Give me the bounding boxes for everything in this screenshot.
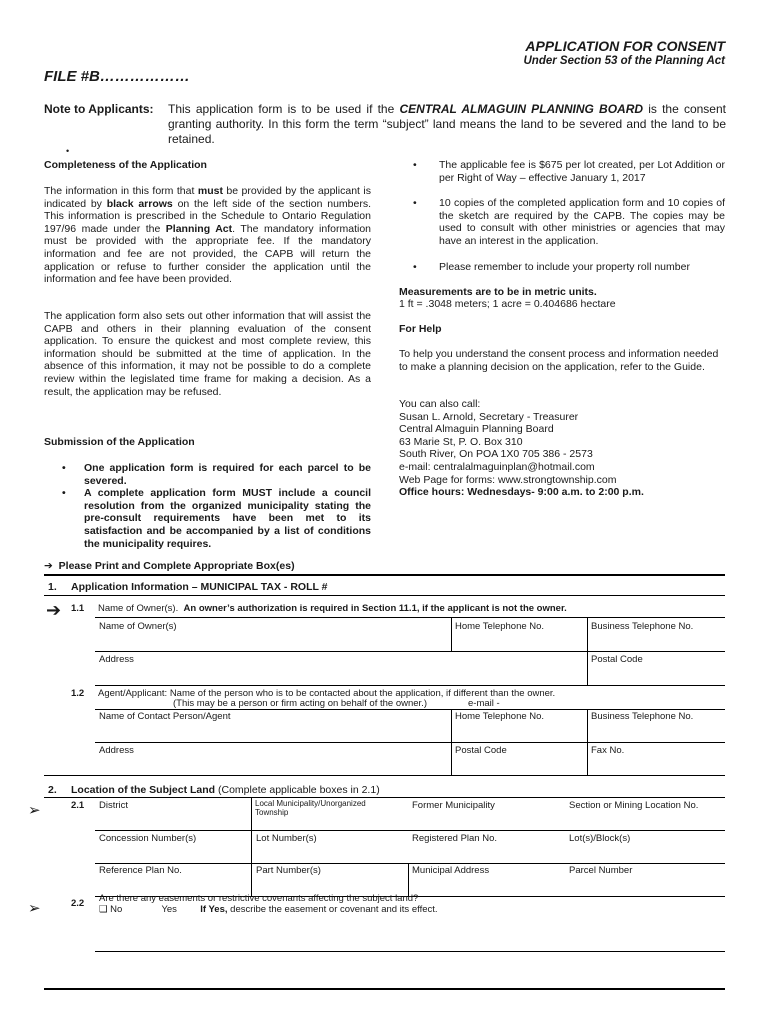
divider — [44, 775, 725, 776]
divider — [451, 618, 452, 651]
district-field[interactable] — [99, 815, 247, 828]
section-1-1-number: 1.1 — [71, 603, 85, 614]
local-municipality-field[interactable] — [255, 818, 405, 828]
metric-heading: Measurements are to be in metric units. — [399, 286, 597, 298]
contact-name-field[interactable] — [99, 724, 449, 738]
completeness-paragraph-1: The information in this form that must be provided by the applicant is indicated by black arrows on the left side of the section numbers. This information is prescribed in the Schedule to Ontario Regulation 197/96 made under the Planning Act. The mandatory information must be provided with the appropriate fee. If the mandatory information and fee are not provided, the CAPB will return the application or refuse to further consider the application until the information and fee have been provided. — [44, 185, 371, 286]
contact-line: You can also call: — [399, 398, 481, 410]
section-1-title: Application Information – MUNICIPAL TAX - ROLL # — [71, 581, 328, 593]
easement-options — [99, 904, 438, 915]
home-phone-field[interactable] — [455, 634, 585, 648]
if-yes-label: If Yes, — [200, 904, 228, 915]
section-1-2-number: 1.2 — [71, 688, 85, 699]
reference-plan-field[interactable] — [99, 878, 247, 892]
metric-text: 1 ft = .3048 meters; 1 acre = 0.404686 hectare — [399, 298, 616, 310]
section-2-number: 2. — [48, 784, 57, 796]
file-number: FILE #B……………… — [44, 68, 190, 85]
home-phone-label: Home Telephone No. — [455, 711, 545, 722]
completeness-heading: Completeness of the Application — [44, 159, 207, 171]
contact-line: South River, On POA 1X0 705 386 - 2573 — [399, 448, 593, 461]
section-1-2-note: (This may be a person or firm acting on behalf of the owner.) — [173, 698, 427, 709]
registered-plan-field[interactable] — [412, 846, 562, 860]
completeness-paragraph-2: The application form also sets out other information that will assist the CAPB and others in their planning evaluation of the consent application. To ensure the quickest and most complete review, this information should be submitted at the time of application. In the absence of this information, it may not be possible to do a complete review within the legislated time frame for making a decision. As a result, the application may be refused. — [44, 310, 371, 398]
section-2-2-question: Are there any easements or restrictive covenants affecting the subject land? — [99, 893, 419, 904]
section-1-number: 1. — [48, 581, 57, 593]
submission-list — [44, 462, 371, 550]
reference-plan-label: Reference Plan No. — [99, 865, 182, 876]
postal-code-label: Postal Code — [455, 745, 507, 756]
no-checkbox[interactable]: ❑ — [99, 904, 108, 915]
contact-line: Central Almaguin Planning Board — [399, 423, 554, 436]
print-note: ➔ Please Print and Complete Appropriate Box(es) — [44, 560, 295, 572]
divider — [44, 797, 725, 798]
part-number-field[interactable] — [255, 878, 405, 892]
divider — [95, 685, 725, 686]
address-field[interactable] — [99, 667, 584, 681]
section-2-2-number: 2.2 — [71, 898, 85, 909]
divider — [95, 742, 725, 743]
lots-blocks-label: Lot(s)/Block(s) — [569, 833, 631, 844]
form-subtitle: Under Section 53 of the Planning Act — [523, 55, 725, 67]
divider — [95, 830, 725, 831]
divider — [587, 742, 588, 775]
parcel-number-field[interactable] — [569, 878, 723, 892]
submission-heading: Submission of the Application — [44, 436, 195, 448]
business-phone-field[interactable] — [591, 634, 723, 648]
requirements-list — [399, 159, 725, 286]
requirement-item: • Please remember to include your property roll number — [399, 261, 725, 274]
lot-number-label: Lot Number(s) — [256, 833, 317, 844]
divider — [587, 618, 588, 651]
address-label: Address — [99, 654, 134, 665]
form-title: APPLICATION FOR CONSENT — [525, 38, 725, 54]
section-1-2-text: Agent/Applicant: Name of the person who is to be contacted about the application, if different than the owner. — [98, 688, 556, 699]
submission-item: • One application form is required for each parcel to be severed. — [44, 462, 371, 487]
section-2-title: Location of the Subject Land (Complete applicable boxes in 2.1) — [71, 784, 380, 796]
contact-name-label: Name of Contact Person/Agent — [99, 711, 231, 722]
owner-name-field[interactable] — [99, 634, 449, 648]
easement-description-field[interactable] — [95, 920, 725, 948]
address-field[interactable] — [99, 758, 449, 772]
contact-web: Web Page for forms: www.strongtownship.com — [399, 473, 617, 486]
mandatory-arrow-icon: ➔ — [46, 600, 62, 620]
divider — [451, 709, 452, 742]
divider — [44, 988, 725, 990]
fax-field[interactable] — [591, 758, 723, 772]
bullet-dot: • — [66, 146, 70, 156]
municipal-address-field[interactable] — [412, 878, 562, 892]
mandatory-arrowhead-icon: ➢ — [28, 802, 41, 819]
former-municipality-label: Former Municipality — [412, 800, 495, 811]
postal-code-field[interactable] — [455, 758, 585, 772]
no-label: No — [110, 904, 123, 915]
divider — [44, 595, 725, 596]
business-phone-label: Business Telephone No. — [591, 621, 694, 632]
divider — [251, 798, 252, 896]
requirement-item: • The applicable fee is $675 per lot created, per Lot Addition or per Right of Way – effective January 1, 2017 — [399, 159, 725, 184]
home-phone-label: Home Telephone No. — [455, 621, 545, 632]
contact-line: Susan L. Arnold, Secretary - Treasurer — [399, 410, 579, 423]
submission-item: • A complete application form MUST include a council resolution from the organized municipality stating the pre-consult requirements have been met to its satisfaction and be accompanied by a list of conditions the municipality requires. — [44, 487, 371, 550]
divider — [95, 709, 725, 710]
requirement-item: • 10 copies of the completed application form and 10 copies of the sketch are required by the CAPB. The copies may be used to consult with other ministries or agencies that may have an interest in the application. — [399, 197, 725, 247]
divider — [451, 742, 452, 775]
owner-name-label: Name of Owner(s) — [99, 621, 177, 632]
postal-code-label: Postal Code — [591, 654, 643, 665]
part-number-label: Part Number(s) — [256, 865, 321, 876]
describe-label: describe the easement or covenant and its effect. — [227, 904, 438, 915]
divider — [587, 652, 588, 685]
lots-blocks-field[interactable] — [569, 846, 723, 860]
registered-plan-label: Registered Plan No. — [412, 833, 498, 844]
note-text: This application form is to be used if the CENTRAL ALMAGUIN PLANNING BOARD is the consent granting authority. In this form the term “subject” land means the land to be severed and the land to be retained. — [168, 102, 726, 146]
parcel-number-label: Parcel Number — [569, 865, 633, 876]
concession-field[interactable] — [99, 846, 247, 860]
lot-number-field[interactable] — [255, 846, 405, 860]
local-municipality-label: Local Municipality/Unorganized Township — [255, 799, 366, 817]
home-phone-field[interactable] — [455, 724, 585, 738]
contact-line: 63 Marie St, P. O. Box 310 — [399, 435, 523, 448]
divider — [95, 617, 725, 618]
business-phone-field[interactable] — [591, 724, 723, 738]
district-label: District — [99, 800, 129, 811]
section-mining-label: Section or Mining Location No. — [569, 800, 699, 811]
board-name: CENTRAL ALMAGUIN PLANNING BOARD — [399, 102, 644, 116]
yes-label[interactable]: Yes — [161, 904, 177, 915]
business-phone-label: Business Telephone No. — [591, 711, 694, 722]
email-label: e-mail - — [468, 698, 500, 709]
former-municipality-field[interactable] — [412, 815, 562, 828]
municipal-address-label: Municipal Address — [412, 865, 490, 876]
arrow-right-icon: ➔ — [44, 560, 53, 572]
section-1-1-text: Name of Owner(s). An owner’s authorization is required in Section 11.1, if the applicant is not the owner. — [98, 603, 567, 614]
fax-label: Fax No. — [591, 745, 625, 756]
concession-label: Concession Number(s) — [99, 833, 197, 844]
address-label: Address — [99, 745, 134, 756]
divider — [95, 863, 725, 864]
divider — [95, 951, 725, 952]
help-heading: For Help — [399, 323, 442, 335]
divider — [44, 574, 725, 576]
contact-block — [399, 398, 725, 499]
office-hours: Office hours: Wednesdays- 9:00 a.m. to 2:00 p.m. — [399, 486, 644, 499]
divider — [95, 651, 725, 652]
divider — [408, 864, 409, 896]
mandatory-arrowhead-icon: ➢ — [28, 900, 41, 917]
section-mining-field[interactable] — [569, 815, 723, 828]
note-label: Note to Applicants: — [44, 102, 154, 116]
postal-code-field[interactable] — [591, 667, 723, 681]
section-2-1-number: 2.1 — [71, 800, 85, 811]
help-text: To help you understand the consent process and information needed to make a planning decision on the application, refer to the Guide. — [399, 348, 719, 373]
contact-email: e-mail: centralalmaguinplan@hotmail.com — [399, 460, 595, 473]
divider — [587, 709, 588, 742]
